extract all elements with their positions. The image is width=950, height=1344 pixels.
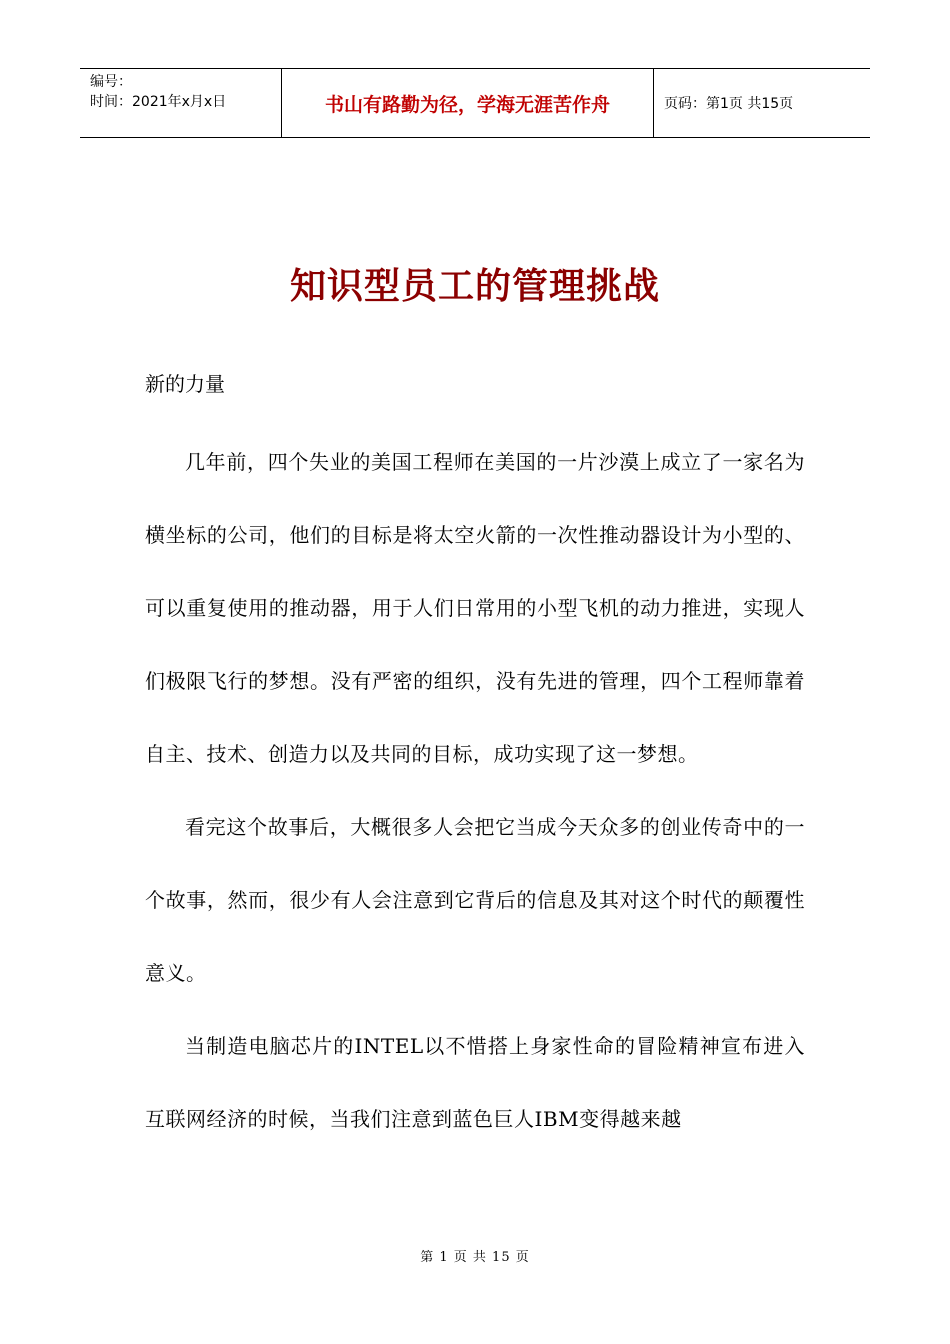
document-body [145, 366, 805, 1156]
number-label: 编号： [90, 74, 132, 90]
header-page-info: 页码：第1页 共15页 [664, 96, 794, 112]
header-table [80, 68, 870, 138]
section-heading: 新的力量 [145, 372, 225, 396]
document-title: 知识型员工的管理挑战 [289, 265, 660, 307]
time-label: 时间：2021年x月x日 [90, 94, 227, 110]
header-motto: 书山有路勤为径，学海无涯苦作舟 [282, 69, 654, 137]
paragraph: 几年前，四个失业的美国工程师在美国的一片沙漠上成立了一家名为横坐标的公司，他们的目标是将太空火箭的一次性推动器设计为小型的、可以重复使用的推动器，用于人们日常用的小型飞机的动力推进，实现人们极限飞行的梦想。没有严密的组织，没有先进的管理，四个工程师靠着自主、技术、创造力以及共同的目标，成功实现了这一梦想。 [145, 450, 805, 766]
paragraph: 看完这个故事后，大概很多人会把它当成今天众多的创业传奇中的一个故事，然而，很少有人会注意到它背后的信息及其对这个时代的颠覆性意义。 [145, 815, 805, 985]
page-footer: 第 1 页 共 15 页 [420, 1250, 530, 1265]
paragraph: 当制造电脑芯片的INTEL以不惜搭上身家性命的冒险精神宣布进入互联网经济的时候，当我们注意到蓝色巨人IBM变得越来越 [145, 1034, 805, 1131]
header-meta-cell [80, 69, 282, 137]
